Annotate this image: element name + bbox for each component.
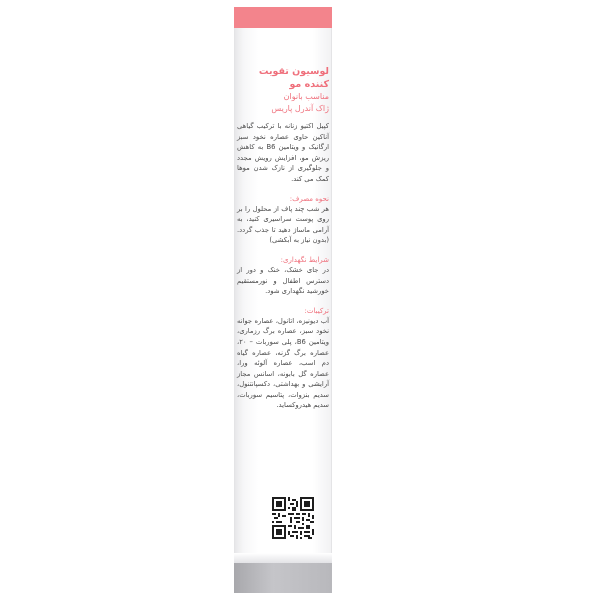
usage-text: هر شب چند پاف از محلول را بر روی پوست سراسیری کنید، به آرامی ماساژ دهید تا جذب گردد. (بدون نیاز به آبکشی): [237, 204, 329, 245]
bottom-band-highlight: [234, 553, 332, 563]
usage-heading: نحوه مصرف:: [289, 194, 329, 203]
ingredients-text: آب دیونیزه، اتانول، عصاره جوانه نخود سبز، عصاره برگ رزماری، ویتامین B6، پلی سوربات – ۲۰، عصاره برگ گزنه، عصاره گیاه دم اسب، عصاره آلوئه ورا، عصاره گل بابونه، اسانس مجاز آرایشی و بهداشتی، دکسپانتنول، سدیم بنزوات، پتاسیم سوربات، سدیم هیدروکساید.: [237, 316, 329, 410]
ingredients-heading: ترکیبات:: [304, 306, 329, 315]
product-subtitle-audience: مناسب بانوان: [283, 92, 329, 101]
product-description: کپیل اکتیو زنانه با ترکیب گیاهی آناکین حاوی عصاره نخود سبز ارگانیک و ویتامین B6 به کاهش ریزش مو، افزایش رویش مجدد و جلوگیری از نازک شدن موها کمک می کند.: [237, 122, 329, 183]
storage-heading: شرایط نگهداری:: [280, 255, 329, 264]
gray-bottom-band: [234, 563, 332, 593]
product-subtitle-brand: ژاک آندرل پاریس: [271, 104, 329, 113]
box-text-panel: [237, 65, 329, 411]
product-title: لوسیون تقویت کننده مو: [258, 66, 329, 90]
qr-code-icon: [272, 497, 314, 539]
pink-top-band: [234, 7, 332, 28]
storage-text: در جای خشک، خنک و دور از دسترس اطفال و نورمستقیم خورشید نگهداری شود.: [237, 265, 329, 296]
